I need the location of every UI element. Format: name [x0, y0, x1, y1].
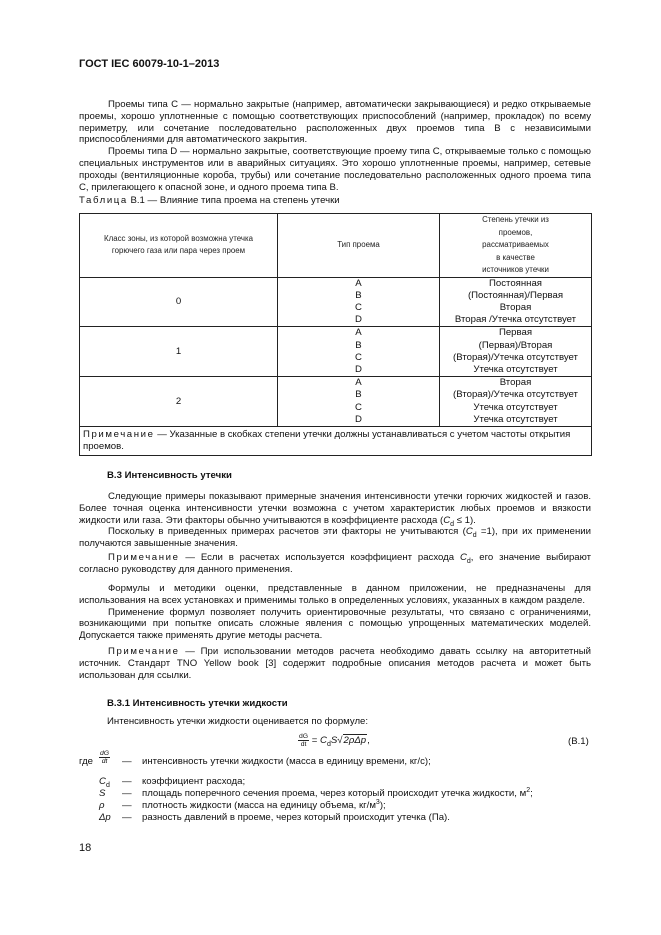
def-desc-text: плотность жидкости (масса на единицу объема, кг/м — [142, 800, 376, 811]
section-b3-title: В.3 Интенсивность утечки — [107, 470, 232, 481]
lhs-denominator: dt — [300, 741, 307, 748]
formula-lhs-fraction — [298, 733, 309, 748]
def-symbol-letter: C — [99, 776, 106, 787]
table-caption-text: В.1 — Влияние типа проема на степень утечки — [127, 195, 340, 206]
def-symbol-fraction — [99, 750, 110, 765]
formula-c: C — [320, 735, 327, 747]
b3-note-2-paragraph — [79, 646, 591, 681]
type-value: D — [355, 314, 362, 326]
b3-paragraph-1 — [79, 491, 591, 526]
note-word: Примечание — [108, 552, 180, 563]
table-caption — [79, 195, 340, 207]
leak-grade-table — [79, 213, 592, 456]
zone-cell: 0 — [80, 277, 278, 327]
intro-paragraph-type-c: Проемы типа С — нормально закрытые (например, автоматически закрывающиеся) и редко открываемые проемы, хорошо уплотненные с помощью соответствующих приспособлений (например, прокладок) по всему периметру, или сочетание последовательно расположенных двух проемов типа В с независимыми приспособлениями для автоматического закрытия. — [79, 99, 591, 146]
section-b3-body — [79, 491, 591, 550]
b3-paragraph-2 — [79, 526, 591, 550]
b31-intro: Интенсивность утечки жидкости оценивается по формуле: — [107, 716, 369, 727]
type-value: C — [355, 351, 362, 363]
table-note-row — [80, 426, 592, 455]
intro-text — [79, 99, 591, 193]
cd-symbol: C — [443, 514, 451, 526]
def-symbol — [99, 776, 110, 788]
note-word: Примечание — [108, 646, 180, 657]
sqrt-sign-icon: √ — [337, 735, 343, 747]
type-value: B — [355, 389, 362, 401]
grade-value: Утечка отсутствует — [473, 413, 558, 425]
grade-value: (Первая)/Вторая — [478, 339, 553, 351]
type-value: D — [355, 363, 362, 375]
type-cell — [278, 327, 440, 377]
b3-p1-text: Следующие примеры показывают примерные значения интенсивности утечки горючих жидкостей и газов. Более точная оценка интенсивности утечки возможна с учетом характеристик любых проемов и вязкости жидкости или газа. Эти факторы обычно учитываются в коэффициенте расхода ( — [79, 491, 591, 526]
def-desc-end: ; — [530, 788, 533, 799]
def-sup: 3 — [375, 798, 380, 806]
def-dash: — — [122, 776, 132, 787]
def-dash: — — [122, 812, 132, 823]
lhs-numerator: dG — [299, 733, 309, 740]
table-header-row — [80, 214, 592, 278]
zone-cell: 1 — [80, 327, 278, 377]
type-value: D — [355, 413, 362, 425]
b3-note-1-paragraph — [79, 552, 591, 576]
b3-paragraph-4: Применение формул позволяет получить ориентировочные результаты, что связано с ограничениями, возникающими при попытке описать сложные явления с помощью упрощенных математических моделей. Допускается также применять другие методы расчета. — [79, 606, 591, 642]
def-description — [142, 800, 386, 812]
def-sup: 2 — [526, 786, 531, 794]
equation-number: (В.1) — [568, 736, 589, 747]
formula-c-sub: d — [326, 740, 331, 748]
table-caption-word: Таблица — [79, 195, 128, 206]
table-note-word: Примечание — [83, 428, 155, 440]
page-number: 18 — [79, 842, 92, 854]
cd-symbol: C — [465, 526, 473, 538]
type-cell — [278, 277, 440, 327]
formula-s: S — [330, 735, 338, 747]
cd-subscript: d — [450, 520, 455, 528]
formula-tail: , — [367, 735, 370, 747]
grade-value: Постоянная — [489, 277, 542, 289]
note1-text-a: — Если в расчетах используется коэффициент расхода — [179, 552, 460, 563]
b3-paragraph-3: Формулы и методики оценки, представленные в данном приложении, не предназначены для использования на всех установках и применимы только в определенных условиях, указанных в каждом разделе. — [79, 583, 591, 606]
table-row — [80, 377, 592, 427]
type-value: B — [355, 339, 362, 351]
where-word: где — [79, 756, 94, 767]
def-symbol: ρ — [99, 800, 105, 811]
grade-value: (Вторая)/Утечка отсутствует — [453, 389, 578, 401]
b3-note-2 — [79, 646, 591, 681]
def-desc-end: ); — [379, 800, 386, 811]
grade-value: Первая — [498, 327, 533, 339]
grade-value: Утечка отсутствует — [473, 363, 558, 375]
table-row — [80, 327, 592, 377]
grade-value: Вторая — [499, 377, 532, 389]
b3-body-continued — [79, 583, 591, 642]
grade-value: (Вторая)/Утечка отсутствует — [453, 351, 578, 363]
type-value: A — [355, 277, 362, 289]
grade-value: Вторая /Утечка отсутствует — [454, 314, 577, 326]
zone-cell: 2 — [80, 377, 278, 427]
standard-header: ГОСТ IEC 60079-10-1–2013 — [79, 58, 220, 70]
grade-cell — [440, 327, 592, 377]
cd-subscript: d — [466, 557, 471, 565]
def-symbol-sub: d — [105, 781, 110, 789]
b3-p2-text: Поскольку в приведенных примерах расчетов эти факторы не учитываются ( — [108, 526, 466, 538]
section-b31-title: В.3.1 Интенсивность утечки жидкости — [107, 698, 288, 709]
intro-paragraph-type-d: Проемы типа D — нормально закрытые, соответствующие проему типа С, открываемые только с помощью специальных инструментов или в аварийных ситуациях. Это хорошо уплотненные проемы, например, сетевые проходы (вентиляционные короба, трубы) или сочетание последовательно расположенных одного проема типа С, прилегающего к опасной зоне, и одного проема типа В. — [79, 146, 591, 193]
def-desc-text: площадь поперечного сечения проема, через который происходит утечка жидкости, м — [142, 788, 527, 799]
note1-text-b: , его значение выбирают согласно руководству для данного применения. — [79, 552, 591, 575]
def-numerator: dG — [100, 750, 110, 757]
def-symbol: Δp — [99, 812, 111, 823]
formula-equals: = — [309, 735, 321, 747]
type-value: C — [355, 401, 362, 413]
type-cell — [278, 377, 440, 427]
def-denominator: dt — [101, 758, 108, 765]
def-dash: — — [122, 800, 132, 811]
grade-cell — [440, 377, 592, 427]
def-dash: — — [122, 756, 132, 767]
def-dash: — — [122, 788, 132, 799]
grade-value: Вторая — [499, 301, 532, 313]
b3-p2-end: =1), при их применении получаются завышенные значения. — [79, 526, 591, 550]
grade-value: (Постоянная)/Первая — [467, 289, 564, 301]
def-description: интенсивность утечки жидкости (масса в единицу времени, кг/с); — [142, 756, 431, 767]
note2-text: — При использовании методов расчета необходимо давать ссылку на авторитетный источник. Стандарт TNO Yellow book [3] содержит подробные описания методов расчета и может быть использован для ссылки. — [79, 646, 591, 681]
formula-radicand: 2ρΔp — [343, 735, 367, 747]
type-value: A — [355, 377, 362, 389]
cd-symbol: C — [459, 552, 467, 563]
formula-b1 — [298, 733, 370, 748]
cd-subscript: d — [472, 532, 477, 540]
type-value: A — [355, 327, 362, 339]
header-opening-type: Тип проема — [278, 214, 440, 278]
header-leak-grade: Степень утечки из проемов, рассматриваемых в качестве источников утечки — [440, 214, 592, 278]
table-note — [80, 426, 592, 455]
header-zone-class: Класс зоны, из которой возможна утечка горючего газа или пара через проем — [80, 214, 278, 278]
type-value: C — [355, 301, 362, 313]
b3-note-1 — [79, 552, 591, 576]
def-description — [142, 788, 533, 800]
grade-cell — [440, 277, 592, 327]
definition-row — [79, 750, 431, 768]
grade-value: Утечка отсутствует — [473, 401, 558, 413]
def-description: разность давлений в проеме, через который происходит утечка (Па). — [142, 812, 450, 823]
table-row — [80, 277, 592, 327]
table-note-text: — Указанные в скобках степени утечки должны устанавливаться с учетом частоты открытия проемов. — [83, 428, 571, 452]
def-symbol: S — [99, 788, 106, 799]
b3-p1-end: ≤ 1). — [454, 514, 476, 526]
type-value: B — [355, 289, 362, 301]
def-description: коэффициент расхода; — [142, 776, 246, 787]
